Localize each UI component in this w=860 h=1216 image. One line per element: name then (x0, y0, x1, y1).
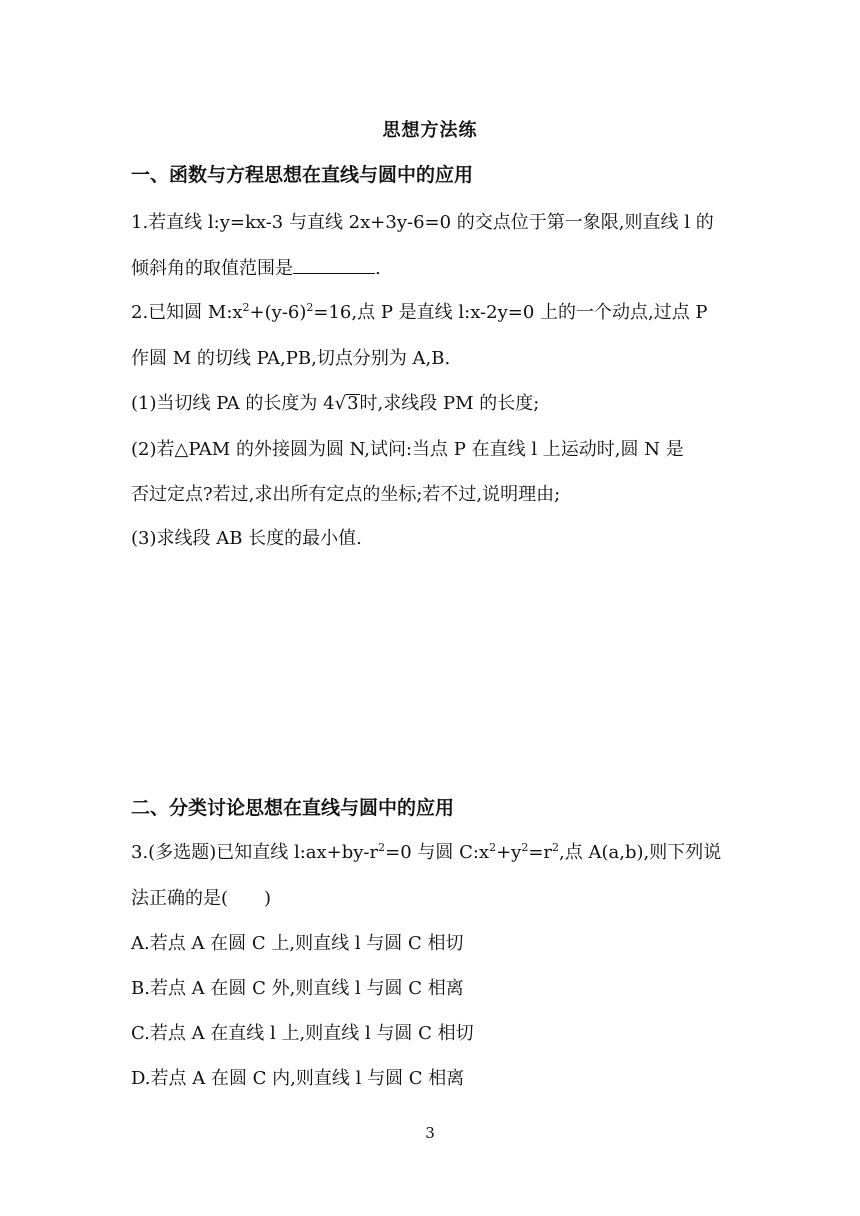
q2-text-part: =16,点 P 是直线 l:x-2y=0 上的一个动点,过点 P (313, 302, 708, 323)
question-2-part-1 (131, 389, 539, 415)
question-3-line-1 (131, 838, 721, 864)
q3-text-part: =0 与圆 C:x (385, 842, 490, 863)
question-2-part-2-line-1: (2)若△PAM 的外接圆为圆 N,试问:当点 P 在直线 l 上运动时,圆 N 是 (131, 439, 684, 460)
option-b: B.若点 A 在圆 C 外,则直线 l 与圆 C 相离 (131, 978, 464, 999)
question-2-part-3: (3)求线段 AB 长度的最小值. (131, 528, 362, 549)
section-1-heading: 一、函数与方程思想在直线与圆中的应用 (131, 164, 474, 186)
question-2-line-1 (131, 298, 708, 324)
question-2-part-2-line-2: 否过定点?若过,求出所有定点的坐标;若不过,说明理由; (131, 484, 561, 505)
question-1-line-2 (131, 254, 381, 280)
superscript: 2 (242, 301, 250, 314)
part-1-text: 时,求线段 PM 的长度; (359, 393, 540, 414)
superscript: 2 (552, 841, 560, 854)
question-1-text: 倾斜角的取值范围是 (131, 258, 293, 279)
option-a: A.若点 A 在圆 C 上,则直线 l 与圆 C 相切 (131, 933, 464, 954)
superscript: 2 (378, 841, 386, 854)
question-3-line-2: 法正确的是( ) (131, 888, 272, 909)
superscript: 2 (306, 301, 314, 314)
option-c: C.若点 A 在直线 l 上,则直线 l 与圆 C 相切 (131, 1023, 474, 1044)
option-d: D.若点 A 在圆 C 内,则直线 l 与圆 C 相离 (131, 1068, 465, 1089)
q3-text-part: ,点 A(a,b),则下列说 (559, 842, 722, 863)
q2-text-part: +(y-6) (249, 302, 307, 323)
q3-text-part: 3.(多选题)已知直线 l:ax+by-r (131, 842, 379, 863)
question-1-line-1: 1.若直线 l:y=kx-3 与直线 2x+3y-6=0 的交点位于第一象限,则直线 l 的 (131, 212, 714, 233)
q3-text-part: =r (528, 842, 553, 863)
q3-text-part: +y (496, 842, 522, 863)
superscript: 2 (489, 841, 497, 854)
answer-blank (293, 258, 375, 274)
question-2-line-2: 作圆 M 的切线 PA,PB,切点分别为 A,B. (131, 348, 451, 369)
q2-text-part: 2.已知圆 M:x (131, 302, 243, 323)
radicand: 3 (347, 393, 359, 414)
part-1-text: (1)当切线 PA 的长度为 4 (131, 393, 335, 414)
question-1-period: . (375, 258, 381, 279)
section-2-heading: 二、分类讨论思想在直线与圆中的应用 (131, 797, 455, 819)
square-root: √3 (334, 393, 359, 414)
page-number: 3 (425, 1124, 435, 1142)
superscript: 2 (521, 841, 529, 854)
page-title: 思想方法练 (382, 120, 478, 141)
